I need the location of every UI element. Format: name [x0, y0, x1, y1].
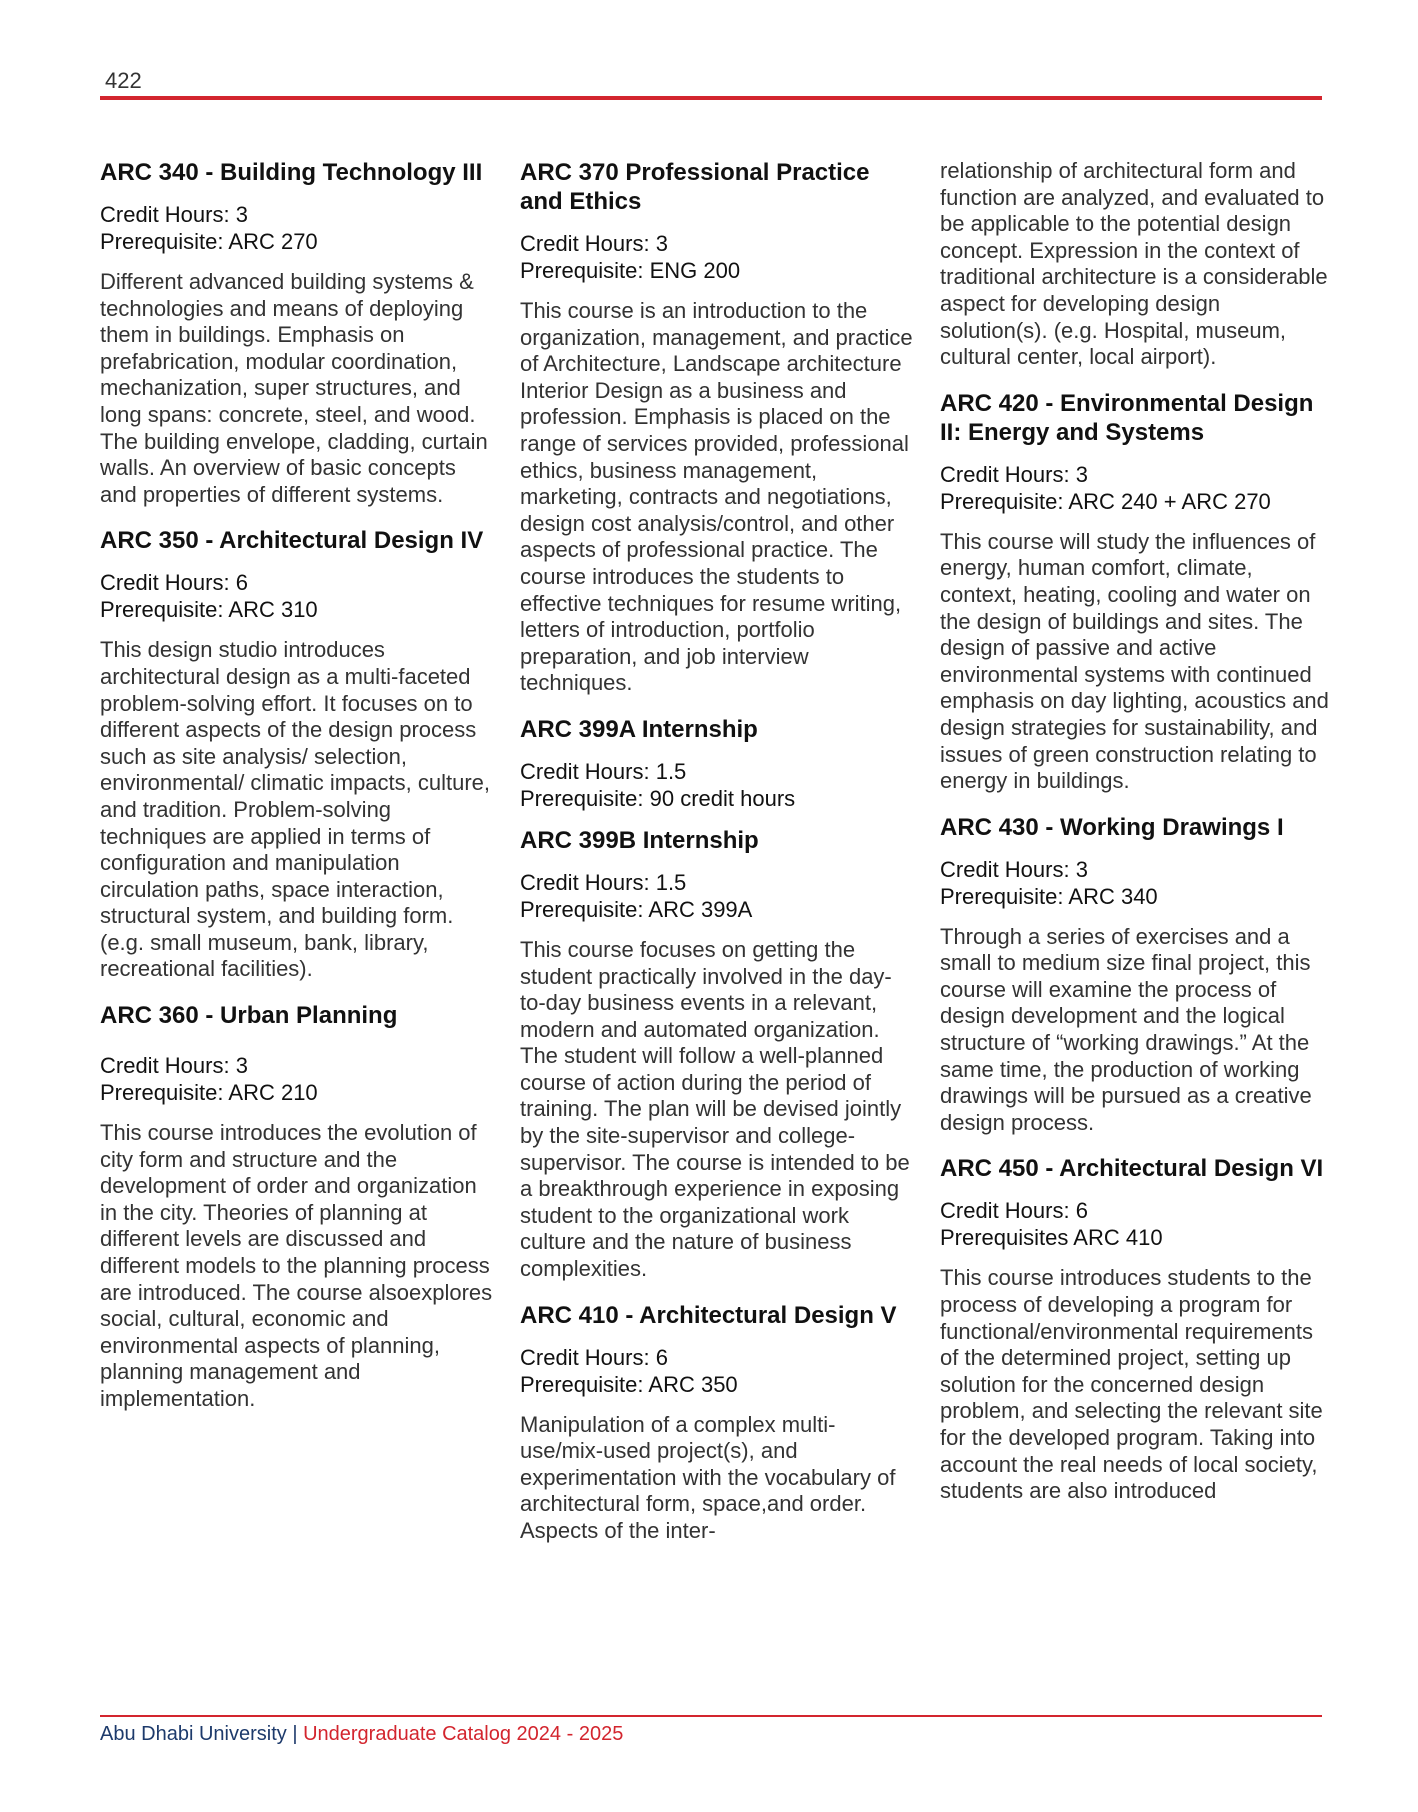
- column-2: [520, 158, 915, 1563]
- credit-hours: Credit Hours: 3: [940, 856, 1088, 882]
- course-title: ARC 350 - Architectural Design IV: [100, 527, 484, 555]
- prerequisite: Prerequisite: ARC 240 + ARC 270: [940, 488, 1271, 514]
- credit-hours: Credit Hours: 3: [100, 1053, 248, 1079]
- prerequisite: Prerequisite: ENG 200: [520, 258, 741, 283]
- course-title: ARC 340 - Building Technology III: [100, 159, 483, 186]
- course-title: ARC 420 - Environmental Design II: Energy and Systems: [940, 389, 1314, 446]
- prerequisite: Prerequisite: ARC 399A: [520, 896, 753, 922]
- course-arc-370: [520, 158, 915, 697]
- credit-hours: Credit Hours: 6: [100, 570, 248, 596]
- course-description: Different advanced building systems & technologies and means of deploying them in buildings. Emphasis on prefabrication, modular coordination, mechanization, super structures, and long spans: concrete, steel, and wood. The building envelope, cladding, curtain walls. An overview of basic concepts and properties of different systems.: [100, 269, 488, 507]
- credit-hours: Credit Hours: 3: [940, 461, 1088, 487]
- course-description: This course focuses on getting the student practically involved in the day-to-day business events in a relevant, modern and automated organization. The student will follow a well-planned course of action during the period of training. The plan will be devised jointly by the site-supervisor and college- supervisor. The course is intended to be a breakthrough experience in exposing student to the organizational work culture and the nature of business complexities.: [520, 936, 910, 1282]
- footer-rule: [100, 1715, 1322, 1717]
- course-description: Manipulation of a complex multi- use/mix-used project(s), and experimentation with the vocabulary of architectural form, space,and order. Aspects of the inter-: [520, 1411, 896, 1543]
- course-description: This design studio introduces architectural design as a multi-faceted problem-solving effort. It focuses on to different aspects of the design process such as site analysis/ selection, environmental/ climatic impacts, culture, and tradition. Problem-solving techniques are applied in terms of configuration and manipulation circulation paths, space interaction, structural system, and building form. (e.g. small museum, bank, library, recreational facilities).: [100, 637, 491, 982]
- prerequisite: Prerequisite: ARC 350: [520, 1371, 738, 1397]
- course-title: ARC 370 Professional Practice and Ethics: [520, 159, 870, 215]
- credit-hours: Credit Hours: 6: [940, 1198, 1088, 1224]
- credit-hours: Credit Hours: 1.5: [520, 758, 687, 784]
- course-description: Through a series of exercises and a small to medium size final project, this course will examine the process of design development and the logical structure of “working drawings.” At the same time, the production of working drawings will be pursued as a creative design process.: [940, 923, 1312, 1135]
- course-description: This course introduces the evolution of city form and structure and the development of order and organization in the city. Theories of planning at different levels are discussed and different models to the planning process are introduced. The course alsoexplores social, cultural, economic and environmental aspects of planning, planning management and implementation.: [100, 1120, 493, 1411]
- page-number: 422: [105, 68, 142, 93]
- prerequisite: Prerequisite: 90 credit hours: [520, 785, 796, 811]
- course-title: ARC 450 - Architectural Design VI: [940, 1155, 1324, 1183]
- column-1: [100, 158, 495, 1431]
- course-arc-430: [940, 813, 1330, 1137]
- prerequisite: Prerequisite: ARC 340: [940, 883, 1158, 909]
- prerequisite: Prerequisites ARC 410: [940, 1225, 1163, 1251]
- course-title: ARC 430 - Working Drawings I: [940, 813, 1284, 841]
- prerequisite: Prerequisite: ARC 210: [100, 1080, 318, 1106]
- footer-catalog: Undergraduate Catalog 2024 - 2025: [303, 1723, 624, 1745]
- footer-university: Abu Dhabi University: [100, 1723, 287, 1745]
- credit-hours: Credit Hours: 6: [520, 1344, 668, 1370]
- course-description: This course introduces students to the process of developing a program for functional/environmental requirements of the determined project, setting up solution for the concerned design problem, and selecting the relevant site for the developed program. Taking into account the real needs of local society, students are also introduced: [940, 1265, 1323, 1504]
- course-arc-340: [100, 158, 495, 508]
- prerequisite: Prerequisite: ARC 270: [100, 229, 318, 254]
- course-title: ARC 399B Internship: [520, 826, 759, 854]
- prerequisite: Prerequisite: ARC 310: [100, 597, 318, 623]
- column-3: [940, 158, 1330, 1523]
- course-description: This course will study the influences of energy, human comfort, climate, context, heating, cooling and water on the design of buildings and sites. The design of passive and active environmental systems with continued emphasis on day lighting, acoustics and design strategies for sustainability, and issues of green construction relating to energy in buildings.: [940, 528, 1329, 794]
- course-arc-420: [940, 389, 1330, 795]
- footer: [100, 1721, 623, 1747]
- course-arc-410: [520, 1301, 915, 1545]
- course-title: ARC 360 - Urban Planning: [100, 1002, 398, 1030]
- course-arc-350: [100, 526, 495, 983]
- course-arc-450: [940, 1154, 1330, 1504]
- course-title: ARC 410 - Architectural Design V: [520, 1301, 897, 1329]
- course-arc-399b: [520, 826, 915, 1283]
- course-arc-360: [100, 1001, 495, 1413]
- course-description: This course is an introduction to the organization, management, and practice of Architecture, Landscape architecture Interior Design as a business and profession. Emphasis is placed on the range of services provided, professional ethics, business management, marketing, contracts and negotiations, design cost analysis/control, and other aspects of professional practice. The course introduces the students to effective techniques for resume writing, letters of introduction, portfolio preparation, and job interview techniques.: [520, 298, 913, 696]
- credit-hours: Credit Hours: 3: [100, 202, 248, 227]
- header-rule: [100, 96, 1322, 100]
- credit-hours: Credit Hours: 1.5: [520, 869, 687, 895]
- course-title: ARC 399A Internship: [520, 715, 758, 743]
- course-arc-399a: [520, 715, 915, 812]
- footer-separator: |: [292, 1723, 298, 1745]
- credit-hours: Credit Hours: 3: [520, 231, 668, 256]
- course-description-continuation: relationship of architectural form and function are analyzed, and evaluated to be applicable to the potential design concept. Expression in the context of traditional architecture is a considerable aspect for developing design solution(s). (e.g. Hospital, museum, cultural center, local airport).: [940, 158, 1328, 370]
